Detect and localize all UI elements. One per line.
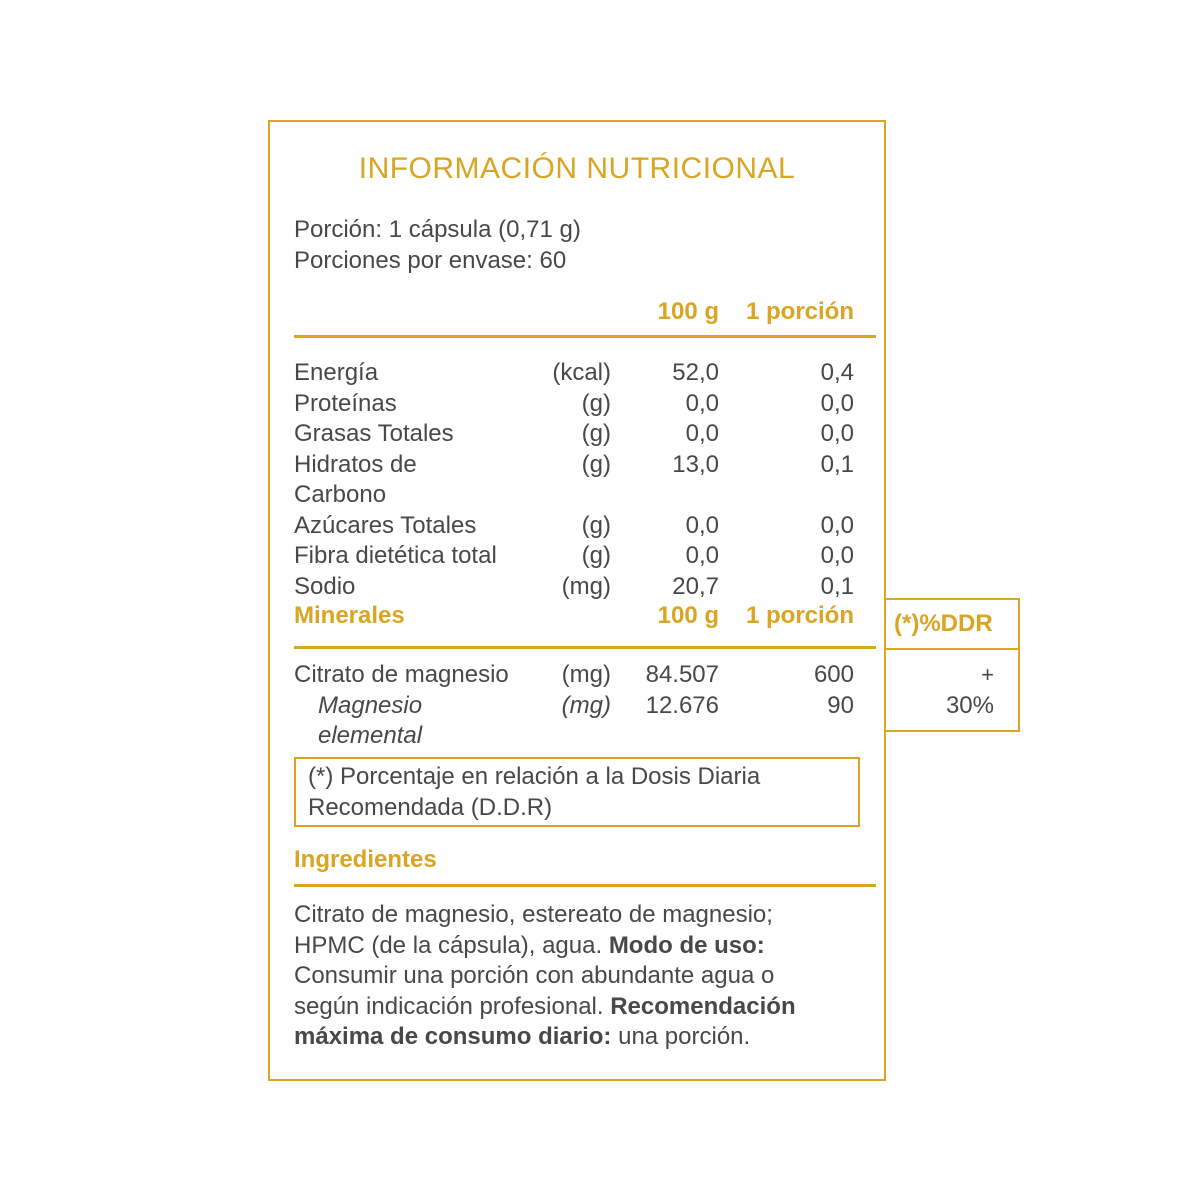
value-100g: 0,0 [685,511,719,539]
mineral-label: Citrato de magnesio [294,661,509,688]
minerals-header-portion: 1 porción [745,602,854,629]
ingredients-text: HPMC (de la cápsula), agua. [294,931,609,959]
nutrient-label: Hidratos de Carbono [294,450,417,508]
table-row [294,660,876,691]
minerals-table [294,660,876,752]
column-header-spacer [294,298,514,326]
table-row [294,691,876,752]
minerals-heading: Minerales [294,602,405,629]
value-portion: 0,0 [820,511,854,539]
ingredients-text: una porción. [611,1023,751,1050]
label-title: INFORMACIÓN NUTRICIONAL [358,152,796,185]
value-100g: 0,0 [685,420,719,447]
table-row [294,572,876,603]
value-portion: 0,1 [820,572,854,600]
ingredients-line [294,992,876,1023]
value-100g: 0,0 [685,542,719,569]
value-portion: 600 [813,661,854,688]
value-100g: 0,0 [685,389,719,417]
nutrient-unit: (g) [581,450,611,478]
ddr-values [886,650,1018,721]
nutrient-label: Proteínas [294,389,397,417]
ingredients-bold-text: máxima de consumo diario: [294,1023,612,1050]
value-100g: 12.676 [645,691,719,719]
mineral-label: Magnesio elemental [318,691,423,749]
column-header-portion: 1 porción [745,298,854,325]
ddr-plus-value: + [981,662,994,687]
value-portion: 0,0 [820,389,854,417]
serving-size-line: Porción: 1 cápsula (0,71 g) [294,216,581,243]
nutrient-label: Fibra dietética total [294,542,497,569]
mineral-unit: (mg) [561,691,611,719]
ingredients-line [294,931,876,962]
ingredients-text: Citrato de magnesio, estereato de magnesio; [294,901,773,928]
table-row [294,389,876,420]
footnote-box [294,757,860,827]
value-100g: 20,7 [672,572,719,600]
ddr-header: (*)%DDR [886,600,1018,650]
nutrition-table [294,358,876,602]
nutrient-unit: (g) [581,389,611,417]
column-header-spacer [514,298,611,326]
table-row [294,358,876,389]
table-row [294,511,876,542]
value-portion: 0,0 [820,542,854,569]
divider-top [294,335,876,338]
nutrient-unit: (g) [581,420,611,447]
ingredients-text: Consumir una porción con abundante agua o [294,962,775,989]
nutrient-unit: (kcal) [552,359,611,386]
divider-minerals [294,646,876,649]
ingredients-line [294,961,876,992]
nutrient-label: Energía [294,359,379,386]
servings-per-container-line: Porciones por envase: 60 [294,247,567,274]
table-row [294,450,876,511]
ingredients-bold-text: Modo de uso: [608,931,765,959]
value-portion: 0,4 [820,359,854,386]
nutrient-label: Azúcares Totales [294,511,477,539]
divider-ingredients [294,884,876,887]
nutrient-label: Grasas Totales [294,420,454,447]
nutrient-label: Sodio [294,572,356,600]
value-100g: 52,0 [672,359,719,386]
minerals-header-100g: 100 g [657,602,719,629]
mineral-unit: (mg) [561,661,611,688]
value-100g: 84.507 [645,661,719,688]
nutrient-unit: (g) [581,511,611,539]
nutrition-label-box [268,120,886,1081]
ingredients-text: según indicación profesional. [294,992,611,1020]
minerals-header-spacer [514,602,611,630]
ingredients-line [294,900,876,931]
table-row [294,541,876,572]
value-portion: 90 [827,691,854,719]
value-100g: 13,0 [672,450,719,478]
serving-info [294,214,876,276]
ddr-percent-value: 30% [945,691,994,719]
table-row [294,419,876,450]
value-portion: 0,1 [820,450,854,478]
ingredients-heading: Ingredientes [294,846,437,873]
footnote-text: (*) Porcentaje en relación a la Dosis Diaria Recomendada (D.D.R) [308,763,761,821]
ingredients-paragraph [294,900,876,1053]
nutrient-unit: (mg) [561,572,611,600]
ddr-box [884,598,1020,732]
column-header-100g: 100 g [657,298,719,325]
value-portion: 0,0 [820,420,854,447]
minerals-header-row [294,602,876,630]
nutrient-unit: (g) [581,542,611,569]
ingredients-bold-text: Recomendación [610,992,796,1020]
column-header-row [294,298,876,326]
ingredients-line [294,1022,876,1053]
